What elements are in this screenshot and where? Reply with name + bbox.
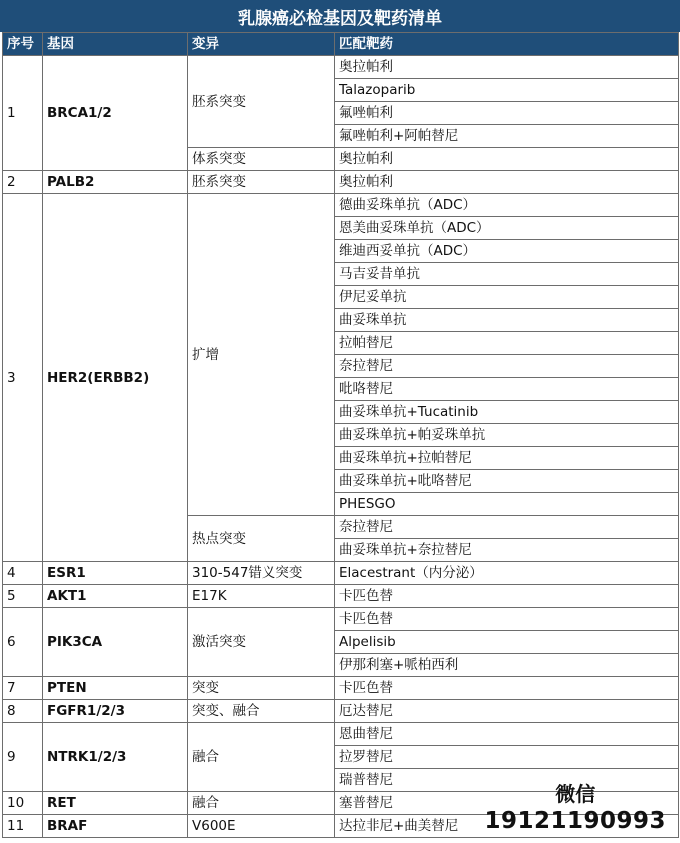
header-index: 序号	[3, 33, 43, 56]
watermark-title: 微信	[555, 782, 596, 806]
drug-cell: 伊尼妥单抗	[335, 286, 679, 309]
variant-cell: 突变	[188, 677, 335, 700]
gene-cell: BRAF	[43, 815, 188, 838]
row-index: 7	[3, 677, 43, 700]
header-drug: 匹配靶药	[335, 33, 679, 56]
drug-cell: 恩曲替尼	[335, 723, 679, 746]
drug-cell: 曲妥珠单抗+奈拉替尼	[335, 539, 679, 562]
drug-cell: PHESGO	[335, 493, 679, 516]
variant-cell: 扩增	[188, 194, 335, 516]
drug-cell: 德曲妥珠单抗（ADC）	[335, 194, 679, 217]
watermark	[484, 781, 666, 835]
drug-cell: 曲妥珠单抗+Tucatinib	[335, 401, 679, 424]
row-index: 2	[3, 171, 43, 194]
variant-cell: E17K	[188, 585, 335, 608]
drug-cell: 卡匹色替	[335, 608, 679, 631]
variant-cell: 融合	[188, 723, 335, 792]
variant-cell: V600E	[188, 815, 335, 838]
variant-cell: 310-547错义突变	[188, 562, 335, 585]
drug-cell: 奥拉帕利	[335, 148, 679, 171]
drug-cell: 拉罗替尼	[335, 746, 679, 769]
drug-cell: 奥拉帕利	[335, 56, 679, 79]
table-title: 乳腺癌必检基因及靶药清单	[0, 0, 680, 32]
table-row	[3, 677, 679, 700]
row-index: 9	[3, 723, 43, 792]
gene-cell: BRCA1/2	[43, 56, 188, 171]
drug-cell: 氟唑帕利+阿帕替尼	[335, 125, 679, 148]
gene-cell: FGFR1/2/3	[43, 700, 188, 723]
variant-cell: 热点突变	[188, 516, 335, 562]
row-index: 3	[3, 194, 43, 562]
row-index: 10	[3, 792, 43, 815]
row-index: 6	[3, 608, 43, 677]
watermark-number: 19121190993	[484, 808, 666, 834]
variant-cell: 激活突变	[188, 608, 335, 677]
gene-cell: NTRK1/2/3	[43, 723, 188, 792]
drug-cell: 恩美曲妥珠单抗（ADC）	[335, 217, 679, 240]
drug-cell: 曲妥珠单抗+帕妥珠单抗	[335, 424, 679, 447]
drug-cell: 塞普替尼	[335, 792, 679, 815]
row-index: 11	[3, 815, 43, 838]
drug-cell: 拉帕替尼	[335, 332, 679, 355]
drug-cell: 伊那利塞+哌柏西利	[335, 654, 679, 677]
row-index: 4	[3, 562, 43, 585]
drug-cell: 奈拉替尼	[335, 516, 679, 539]
gene-cell: HER2(ERBB2)	[43, 194, 188, 562]
gene-cell: RET	[43, 792, 188, 815]
variant-cell: 胚系突变	[188, 56, 335, 148]
drug-cell: 马吉妥昔单抗	[335, 263, 679, 286]
variant-cell: 融合	[188, 792, 335, 815]
variant-cell: 胚系突变	[188, 171, 335, 194]
table-body	[3, 56, 679, 838]
drug-cell: Elacestrant（内分泌）	[335, 562, 679, 585]
variant-cell: 体系突变	[188, 148, 335, 171]
row-index: 5	[3, 585, 43, 608]
drug-cell: 卡匹色替	[335, 677, 679, 700]
table-row	[3, 700, 679, 723]
variant-cell: 突变、融合	[188, 700, 335, 723]
drug-cell: Talazoparib	[335, 79, 679, 102]
row-index: 8	[3, 700, 43, 723]
gene-cell: ESR1	[43, 562, 188, 585]
drug-cell: 达拉非尼+曲美替尼	[335, 815, 679, 838]
drug-cell: 卡匹色替	[335, 585, 679, 608]
drug-cell: 曲妥珠单抗+拉帕替尼	[335, 447, 679, 470]
gene-drug-table	[2, 32, 679, 838]
header-row	[3, 33, 679, 56]
table-row	[3, 608, 679, 631]
drug-cell: 曲妥珠单抗	[335, 309, 679, 332]
drug-cell: 厄达替尼	[335, 700, 679, 723]
table-row	[3, 194, 679, 217]
header-gene: 基因	[43, 33, 188, 56]
drug-cell: 吡咯替尼	[335, 378, 679, 401]
gene-cell: PALB2	[43, 171, 188, 194]
gene-cell: AKT1	[43, 585, 188, 608]
table-row	[3, 56, 679, 79]
drug-cell: 奈拉替尼	[335, 355, 679, 378]
drug-cell: 曲妥珠单抗+吡咯替尼	[335, 470, 679, 493]
table-row	[3, 562, 679, 585]
row-index: 1	[3, 56, 43, 171]
drug-cell: Alpelisib	[335, 631, 679, 654]
drug-cell: 奥拉帕利	[335, 171, 679, 194]
table-row	[3, 723, 679, 746]
table-row	[3, 585, 679, 608]
gene-cell: PIK3CA	[43, 608, 188, 677]
drug-cell: 瑞普替尼	[335, 769, 679, 792]
drug-cell: 氟唑帕利	[335, 102, 679, 125]
drug-cell: 维迪西妥单抗（ADC）	[335, 240, 679, 263]
table-row	[3, 171, 679, 194]
gene-cell: PTEN	[43, 677, 188, 700]
header-variant: 变异	[188, 33, 335, 56]
